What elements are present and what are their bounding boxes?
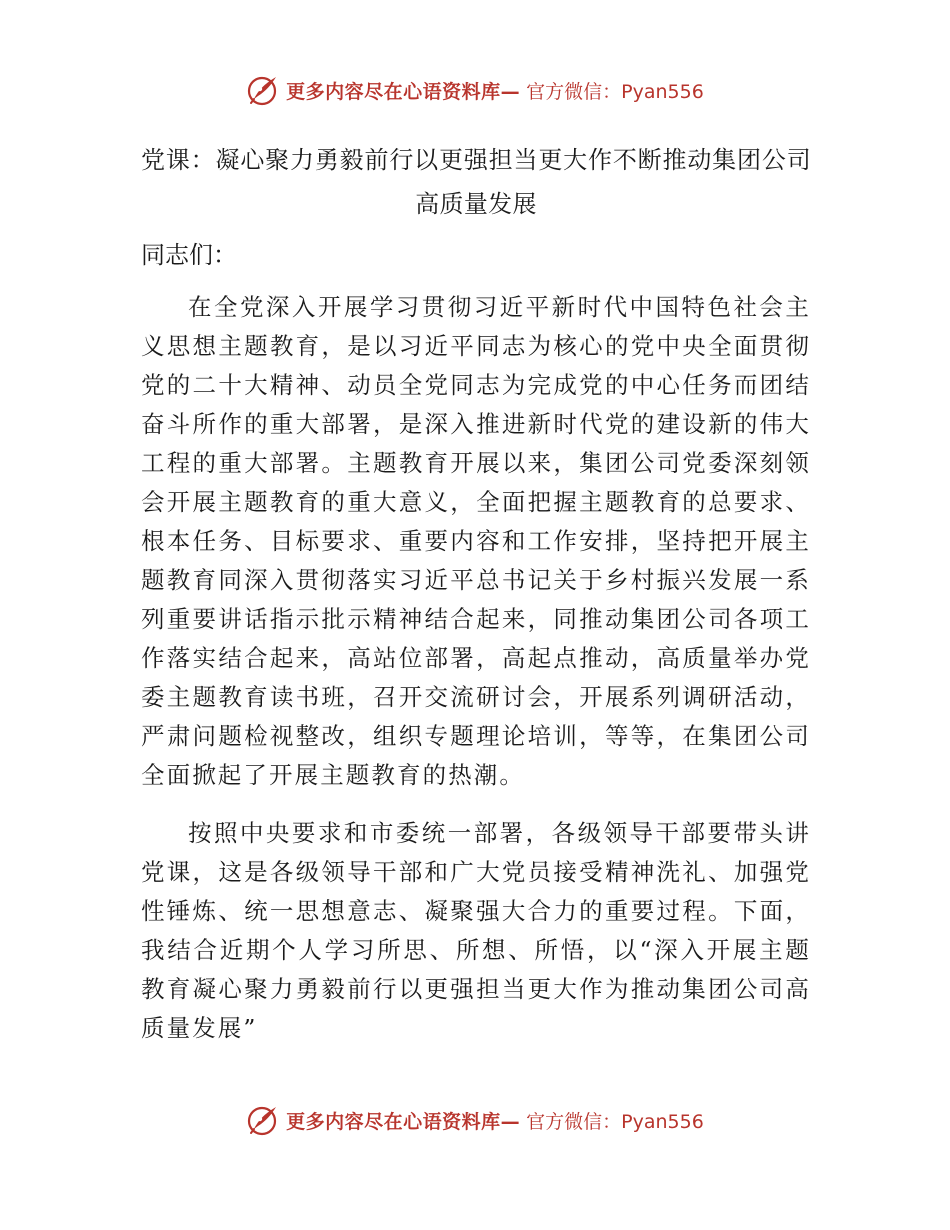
quill-logo-icon xyxy=(246,73,280,107)
footer-banner xyxy=(0,1100,950,1140)
header-slogan: 更多内容尽在心语资料库— xyxy=(286,80,521,103)
paragraph-1: 在全党深入开展学习贯彻习近平新时代中国特色社会主义思想主题教育，是以习近平同志为核心的党中央全面贯彻党的二十大精神、动员全党同志为完成党的中心任务而团结奋斗所作的重大部署，是深入推进新时代党的建设新的伟大工程的重大部署。主题教育开展以来，集团公司党委深刻领会开展主题教育的重大意义，全面把握主题教育的总要求、根本任务、目标要求、重要内容和工作安排，坚持把开展主题教育同深入贯彻落实习近平总书记关于乡村振兴发展一系列重要讲话指示批示精神结合起来，同推动集团公司各项工作落实结合起来，高站位部署，高起点推动，高质量举办党委主题教育读书班，召开交流研讨会，开展系列调研活动，严肃问题检视整改，组织专题理论培训，等等，在集团公司全面掀起了开展主题教育的热潮。 xyxy=(141,293,811,789)
header-banner xyxy=(0,70,950,110)
footer-slogan: 更多内容尽在心语资料库— xyxy=(286,1110,521,1133)
document-title: 党课：凝心聚力勇毅前行以更强担当更大作不断推动集团公司高质量发展 xyxy=(141,146,811,218)
salutation: 同志们： xyxy=(141,241,237,269)
quill-logo-icon xyxy=(246,1103,280,1137)
document-body xyxy=(141,138,811,1048)
footer-contact: 官方微信：Pyan556 xyxy=(526,1110,704,1133)
paragraph-2: 按照中央要求和市委统一部署，各级领导干部要带头讲党课，这是各级领导干部和广大党员接受精神洗礼、加强党性锤炼、统一思想意志、凝聚强大合力的重要过程。下面，我结合近期个人学习所思、所想、所悟，以“深入开展主题教育凝心聚力勇毅前行以更强担当更大作为推动集团公司高质量发展” xyxy=(141,819,811,1042)
header-contact: 官方微信：Pyan556 xyxy=(526,80,704,103)
